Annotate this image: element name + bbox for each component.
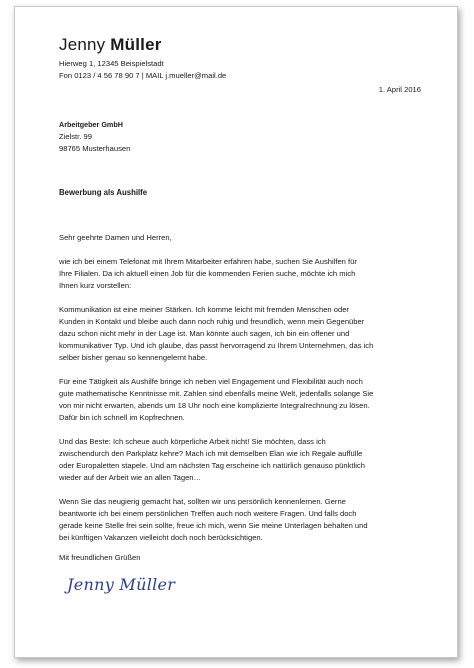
body-line: Für eine Tätigkeit als Aushilfe bringe ich neben viel Engagement und Flexibilität auch noch — [59, 377, 363, 386]
letter-date: 1. April 2016 — [378, 85, 421, 94]
recipient-company: Arbeitgeber GmbH — [59, 120, 123, 129]
sender-last-name: Müller — [110, 35, 162, 54]
paragraph-2 — [59, 304, 429, 364]
body-line: Ihre Filialen. Da ich aktuell einen Job für die kommenden Ferien suche, möchte ich mich — [59, 269, 356, 278]
body-line: wie ich bei einem Telefonat mit Ihrem Mitarbeiter erfahren habe, suchen Sie Aushilfen für — [59, 257, 357, 266]
body-line: kommunikativer Typ. Und ich glaube, das passt hervorragend zu Ihrem Unternehmen, das ich — [59, 341, 374, 350]
handwritten-signature: Jenny Müller — [67, 575, 176, 594]
letter-page — [14, 6, 458, 658]
body-line: gerade keine Stelle frei sein sollte, freue ich mich, wenn Sie meine Unterlagen behalten und — [59, 521, 368, 530]
paragraph-3 — [59, 376, 429, 424]
body-line: dazu schon nicht mehr in der Lage ist. Man könnte auch sagen, ich bin ein offener und — [59, 329, 350, 338]
body-line: gute mathematische Kenntnisse mit. Zahlen sind ebenfalls meine Welt, jedenfalls solange Sie — [59, 389, 374, 398]
body-line: Wenn Sie das neugierig gemacht hat, sollten wir uns persönlich kennenlernen. Gerne — [59, 497, 346, 506]
letter-subject: Bewerbung als Aushilfe — [59, 188, 148, 197]
body-line: bei künftigen Vakanzen vielleicht doch noch berücksichtigen. — [59, 533, 263, 542]
body-line: von mir nicht erwarten, abends um 18 Uhr noch eine komplizierte Integralrechnung zu lösen. — [59, 401, 370, 410]
letter-body — [59, 232, 429, 556]
recipient-city: 98765 Musterhausen — [59, 144, 131, 153]
body-line: Kunden in Kontakt und bleibe auch dann noch ruhig und freundlich, wenn mein Gegenüber — [59, 317, 365, 326]
paragraph-5 — [59, 496, 429, 544]
body-line: beantworte ich bei einem persönlichen Treffen auch noch weitere Fragen. Und falls doch — [59, 509, 357, 518]
body-line: Und das Beste: Ich scheue auch körperliche Arbeit nicht! Sie möchten, dass ich — [59, 437, 326, 446]
paragraph-1 — [59, 256, 429, 292]
body-line: Kommunikation ist eine meiner Stärken. Ich komme leicht mit fremden Menschen oder — [59, 305, 349, 314]
body-line: Ihnen kurz vorstellen: — [59, 281, 132, 290]
sender-contact: Fon 0123 / 4 56 78 90 7 | MAIL j.mueller@mail.de — [59, 71, 227, 80]
sender-name — [59, 35, 162, 55]
body-line: Dafür bin ich schnell im Kopfrechnen. — [59, 413, 185, 422]
recipient-street: Zielstr. 99 — [59, 132, 92, 141]
sender-first-name: Jenny — [59, 35, 111, 54]
body-line: zwischendurch den Parkplatz kehre? Mach ich mit demselben Elan wie ich Regale auffülle — [59, 449, 363, 458]
sender-address: Hierweg 1, 12345 Beispielstadt — [59, 59, 164, 68]
body-line: selber bisher genau so kennengelernt habe. — [59, 353, 208, 362]
salutation-line: Sehr geehrte Damen und Herren, — [59, 233, 172, 242]
salutation — [59, 232, 429, 244]
body-line: oder Europaletten stapele. Und am nächsten Tag erscheine ich natürlich genauso pünktlich — [59, 461, 365, 470]
closing: Mit freundlichen Grüßen — [59, 553, 141, 562]
recipient-block — [59, 119, 130, 155]
paragraph-4 — [59, 436, 429, 484]
body-line: wieder auf der Arbeit wie an allen Tagen… — [59, 473, 202, 482]
